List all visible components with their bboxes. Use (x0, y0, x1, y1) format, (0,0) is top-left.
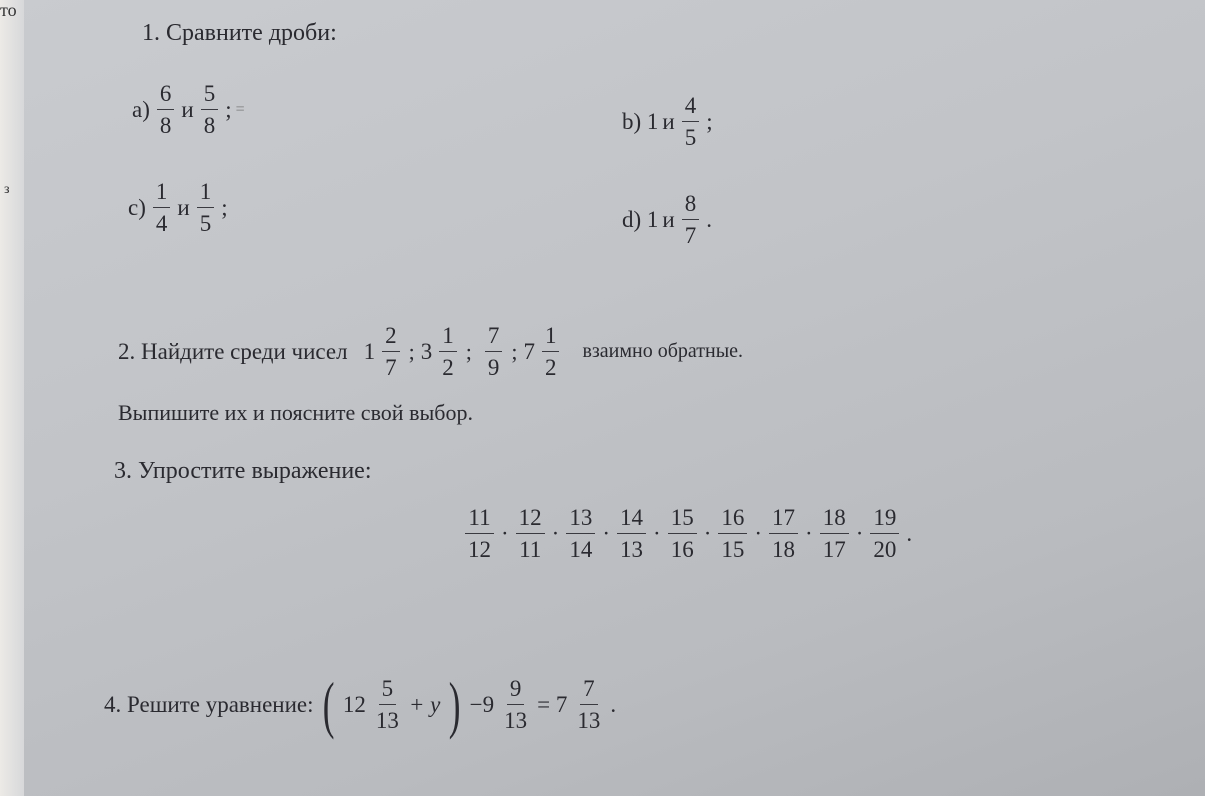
fraction (542, 324, 560, 379)
multiply-dot: · (653, 520, 661, 546)
item-a-label: a) (132, 96, 150, 122)
conjunction: и (181, 96, 194, 122)
multiply-dot: · (855, 520, 864, 546)
denominator: 20 (873, 537, 897, 562)
separator: ; (408, 338, 415, 364)
fraction (157, 82, 175, 137)
numerator: 5 (201, 82, 219, 110)
numerator: 1 (197, 180, 215, 208)
conjunction: и (662, 108, 675, 134)
numerator: 5 (379, 677, 397, 705)
denominator: 15 (721, 537, 745, 562)
fraction (668, 506, 697, 561)
denominator: 11 (519, 537, 542, 562)
denominator: 14 (569, 537, 593, 562)
mixed-whole: 7 (523, 338, 535, 364)
denominator: 13 (504, 708, 528, 734)
task3-expression (462, 506, 912, 561)
equation-end: . (610, 691, 617, 717)
fraction (201, 82, 219, 137)
fraction (682, 94, 700, 149)
item-b-label: b) 1 (622, 108, 659, 134)
numerator: 14 (617, 506, 646, 534)
fraction (485, 324, 503, 379)
item-end: . (706, 206, 712, 232)
numerator: 16 (718, 506, 747, 534)
task3-title: 3. Упростите выражение: (114, 458, 372, 484)
conjunction: и (662, 206, 675, 232)
denominator: 13 (577, 708, 601, 734)
fraction (465, 506, 494, 561)
fraction (769, 506, 798, 561)
numerator: 13 (566, 506, 595, 534)
expression-end: . (906, 520, 913, 546)
item-c-label: c) (128, 194, 146, 220)
task4-title: 4. Решите уравнение: (104, 691, 314, 717)
edge-fragment-mid: з (4, 182, 10, 197)
left-page-edge (0, 0, 24, 796)
open-paren: ( (322, 669, 335, 740)
numerator: 19 (870, 506, 899, 534)
task4-equation (104, 669, 617, 740)
denominator: 8 (203, 113, 216, 138)
fraction (870, 506, 899, 561)
denominator: 7 (385, 355, 397, 380)
denominator: 12 (468, 537, 491, 562)
fraction (439, 324, 457, 379)
denominator: 5 (684, 125, 697, 150)
task1-item-c (128, 180, 228, 235)
item-d-label: d) 1 (622, 206, 659, 232)
fraction (820, 506, 849, 561)
numerator: 11 (465, 506, 493, 534)
numerator: 7 (485, 324, 503, 352)
numerator: 12 (516, 506, 545, 534)
denominator: 13 (620, 537, 644, 562)
fraction (682, 192, 700, 247)
numerator: 17 (769, 506, 798, 534)
separator: ; (511, 338, 518, 364)
task2-tail: взаимно обратные. (582, 340, 744, 362)
denominator: 16 (670, 537, 694, 562)
denominator: 9 (487, 355, 500, 380)
separator: ; (465, 338, 472, 364)
fraction (617, 506, 646, 561)
denominator: 4 (155, 211, 168, 236)
numerator: 9 (507, 677, 525, 705)
task2-line1 (118, 324, 743, 379)
item-end: ; (706, 108, 713, 134)
mixed-whole: 3 (420, 338, 433, 364)
numerator: 1 (153, 180, 171, 208)
fraction (574, 677, 603, 732)
denominator: 2 (544, 355, 557, 380)
numerator: 8 (682, 192, 700, 220)
multiply-dot: · (703, 520, 712, 546)
fraction (373, 677, 402, 732)
numerator: 1 (542, 324, 560, 352)
denominator: 2 (442, 355, 454, 380)
edge-fragment-top: то (0, 0, 17, 20)
numerator: 6 (157, 82, 175, 110)
denominator: 18 (772, 537, 796, 562)
denominator: 7 (684, 223, 697, 248)
multiply-dot: · (501, 520, 509, 546)
multiply-dot: · (805, 520, 813, 546)
task2-intro: 2. Найдите среди чисел (118, 338, 348, 364)
fraction (197, 180, 215, 235)
numerator: 18 (820, 506, 849, 534)
close-paren: ) (449, 669, 461, 740)
equals-whole: = 7 (537, 691, 568, 717)
multiply-dot: · (754, 520, 763, 546)
fraction (718, 506, 747, 561)
mixed-whole: 12 (342, 691, 366, 717)
item-end: ; (225, 96, 232, 122)
minus-whole: −9 (469, 691, 495, 717)
multiply-dot: · (551, 520, 560, 546)
plus-variable: + y (408, 691, 441, 717)
fraction (382, 324, 400, 379)
fraction (516, 506, 545, 561)
denominator: 5 (199, 211, 212, 236)
fraction (566, 506, 595, 561)
numerator: 7 (580, 677, 598, 705)
numerator: 4 (682, 94, 700, 122)
numerator: 1 (439, 324, 457, 352)
denominator: 17 (822, 537, 846, 562)
item-end: ; (221, 194, 228, 220)
task1-item-d (622, 192, 712, 247)
denominator: 8 (159, 113, 172, 138)
task2-line2: Выпишите их и поясните свой выбор. (118, 400, 473, 425)
conjunction: и (177, 194, 190, 220)
numerator: 2 (382, 324, 400, 352)
mixed-whole: 1 (363, 338, 376, 364)
task1-item-a (132, 82, 245, 137)
task1-title: 1. Сравните дроби: (142, 20, 337, 46)
multiply-dot: · (602, 520, 611, 546)
fraction (501, 677, 530, 732)
denominator: 13 (375, 708, 399, 734)
task1-item-b (622, 94, 713, 149)
fraction (153, 180, 171, 235)
numerator: 15 (668, 506, 697, 534)
pencil-mark: = (235, 100, 245, 118)
